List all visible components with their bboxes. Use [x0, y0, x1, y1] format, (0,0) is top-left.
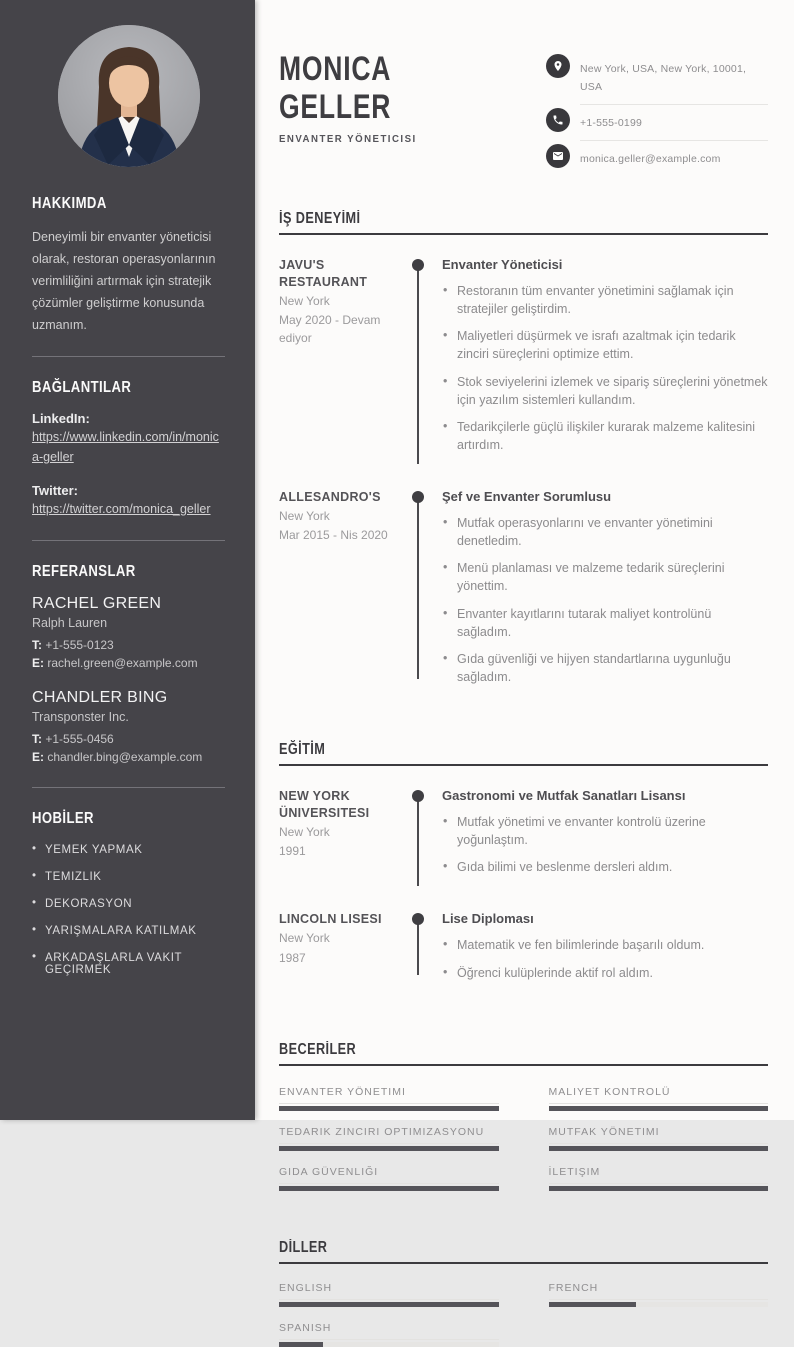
language-bar-fill: [279, 1302, 499, 1307]
skill-label: İLETIŞIM: [549, 1166, 769, 1184]
entry-dates: Mar 2015 - Nis 2020: [279, 528, 388, 543]
company-location: New York: [279, 508, 330, 523]
company-location: New York: [279, 293, 330, 308]
entry-left: [279, 788, 407, 885]
bullet-item: • Tedarikçilerle güçlü ilişkiler kurarak malzeme kalitesini artırdım.: [442, 418, 768, 454]
name-block: [279, 50, 429, 145]
skill-bar-fill: [549, 1146, 769, 1151]
skill-label: GIDA GÜVENLIĞI: [279, 1166, 499, 1184]
reference-phone: T: +1-555-0456: [32, 731, 114, 746]
timeline-dot: [412, 259, 424, 271]
language-label: SPANISH: [279, 1322, 499, 1340]
link-label: LinkedIn:: [32, 411, 90, 427]
contact-email: [546, 144, 768, 168]
skill-item: [279, 1126, 499, 1151]
bullet-list: [442, 514, 768, 686]
skill-bar: [549, 1146, 769, 1151]
company-name: JAVU'S RESTAURANT: [279, 258, 368, 289]
bullet-list: [442, 936, 768, 981]
sidebar: [0, 0, 255, 1120]
timeline-line: [417, 265, 419, 464]
hobbies-heading: HOBİLER: [32, 809, 94, 827]
skill-bar: [549, 1106, 769, 1111]
entry-dates: May 2020 - Devam ediyor: [279, 313, 381, 345]
link-label: Twitter:: [32, 483, 78, 499]
bullet-list: [442, 813, 768, 876]
education-section: [279, 741, 768, 1017]
education-heading: EĞİTİM: [279, 741, 768, 766]
skill-item: [279, 1166, 499, 1191]
language-bar-fill: [279, 1342, 323, 1347]
skills-heading: BECERİLER: [279, 1041, 768, 1066]
degree-title: Gastronomi ve Mutfak Sanatları Lisansı: [442, 788, 686, 803]
reference-name: RACHEL GREEN: [32, 594, 162, 612]
skill-label: MUTFAK YÖNETIMI: [549, 1126, 769, 1144]
skill-bar: [549, 1186, 769, 1191]
reference-phone: T: +1-555-0123: [32, 637, 114, 652]
hobby-item: • YEMEK YAPMAK: [32, 844, 225, 856]
skill-bar-fill: [279, 1186, 499, 1191]
reference-company: Transponster Inc.: [32, 709, 129, 724]
experience-entry: [279, 257, 768, 489]
timeline: [407, 257, 429, 463]
timeline-line: [417, 497, 419, 679]
last-name: GELLER: [279, 88, 392, 127]
linkedin-link[interactable]: https://www.linkedin.com/in/monica-geller: [32, 430, 219, 464]
experience-heading: İŞ DENEYİMİ: [279, 210, 768, 235]
sidebar-divider: [32, 356, 225, 357]
first-name: MONICA: [279, 50, 392, 88]
reference-company: Ralph Lauren: [32, 615, 108, 630]
skill-bar-fill: [279, 1106, 499, 1111]
contact-phone: [546, 108, 768, 144]
location-text: New York, USA, New York, 10001, USA: [580, 63, 747, 93]
skill-bar: [279, 1106, 499, 1111]
phone-text: +1-555-0199: [580, 117, 643, 129]
links-heading: BAĞLANTILAR: [32, 379, 132, 397]
about-heading: HAKKIMDA: [32, 195, 107, 212]
entry-left: [279, 489, 407, 695]
hobby-list: [32, 844, 225, 976]
email-text: monica.geller@example.com: [580, 153, 721, 165]
contact-block: [546, 54, 768, 168]
languages-grid: [279, 1282, 768, 1347]
hobby-item: • DEKORASYON: [32, 898, 225, 910]
experience-section: [279, 210, 768, 721]
skill-label: ENVANTER YÖNETIMI: [279, 1086, 499, 1104]
skill-label: TEDARIK ZINCIRI OPTIMIZASYONU: [279, 1126, 499, 1144]
bullet-item: • Envanter kayıtlarını tutarak maliyet kontrolünü sağladım.: [442, 605, 768, 641]
skills-section: [279, 1041, 768, 1191]
timeline-line: [417, 796, 419, 886]
entry-body: [429, 489, 768, 695]
school-name: LINCOLN LISESI: [279, 912, 382, 927]
phone-icon: [546, 108, 570, 132]
entry-body: [429, 911, 768, 990]
skill-item: [549, 1126, 769, 1151]
references-heading: REFERANSLAR: [32, 562, 136, 580]
reference-item: [32, 689, 225, 767]
email-icon: [546, 144, 570, 168]
experience-entries: [279, 257, 768, 721]
entry-year: 1991: [279, 844, 306, 859]
bullet-item: • Mutfak yönetimi ve envanter kontrolü üzerine yoğunlaştım.: [442, 813, 768, 849]
contact-location: [546, 54, 768, 108]
timeline: [407, 788, 429, 885]
hobby-item: • YARIŞMALARA KATILMAK: [32, 925, 225, 937]
languages-section: [279, 1239, 768, 1347]
language-label: ENGLISH: [279, 1282, 499, 1300]
timeline: [407, 911, 429, 990]
skill-bar-fill: [549, 1186, 769, 1191]
portrait-illustration: [58, 25, 200, 167]
language-item: [279, 1322, 499, 1347]
languages-heading: DİLLER: [279, 1239, 768, 1264]
hobby-item: • TEMIZLIK: [32, 871, 225, 883]
reference-email: E: chandler.bing@example.com: [32, 750, 203, 765]
skill-bar-fill: [279, 1146, 499, 1151]
language-bar: [279, 1342, 499, 1347]
school-location: New York: [279, 824, 330, 839]
skill-label: MALIYET KONTROLÜ: [549, 1086, 769, 1104]
experience-entry: [279, 489, 768, 721]
main-content: [255, 0, 794, 1334]
entry-left: [279, 257, 407, 463]
sidebar-divider: [32, 540, 225, 541]
entry-body: [429, 788, 768, 885]
link-item-linkedin: [32, 411, 225, 467]
school-name: NEW YORK ÜNIVERSITESI: [279, 789, 370, 820]
bullet-item: • Mutfak operasyonlarını ve envanter yönetimini denetledim.: [442, 514, 768, 550]
sidebar-divider: [32, 787, 225, 788]
position-title: Envanter Yöneticisi: [442, 257, 563, 272]
company-name: ALLESANDRO'S: [279, 490, 381, 504]
hobby-item: • ARKADAŞLARLA VAKIT GEÇIRMEK: [32, 952, 225, 976]
skill-bar: [279, 1146, 499, 1151]
bullet-item: • Restoranın tüm envanter yönetimini sağlamak için stratejiler geliştirdim.: [442, 282, 768, 318]
header: [279, 50, 768, 168]
language-item: [549, 1282, 769, 1307]
school-location: New York: [279, 931, 330, 946]
position-title: Şef ve Envanter Sorumlusu: [442, 489, 612, 504]
skill-item: [549, 1166, 769, 1191]
skill-bar-fill: [549, 1106, 769, 1111]
about-text: Deneyimli bir envanter yöneticisi olarak, restoran operasyonlarının verimliliğini artırmak için stratejik çözümler geliştirme konusunda uzmanım.: [32, 230, 216, 332]
education-entry: [279, 788, 768, 911]
skill-bar: [279, 1186, 499, 1191]
location-icon: [546, 54, 570, 78]
education-entries: [279, 788, 768, 1017]
education-entry: [279, 911, 768, 1016]
profile-photo: [58, 25, 200, 167]
timeline-dot: [412, 913, 424, 925]
timeline: [407, 489, 429, 695]
bullet-item: • Menü planlaması ve malzeme tedarik süreçlerini yönettim.: [442, 559, 768, 595]
bullet-item: • Maliyetleri düşürmek ve israfı azaltmak için tedarik zinciri süreçlerini optimize ettim.: [442, 327, 768, 363]
bullet-list: [442, 282, 768, 454]
timeline-dot: [412, 790, 424, 802]
entry-body: [429, 257, 768, 463]
language-label: FRENCH: [549, 1282, 769, 1300]
reference-name: CHANDLER BING: [32, 688, 168, 706]
timeline-line: [417, 919, 419, 974]
bullet-item: • Gıda bilimi ve beslenme dersleri aldım.: [442, 858, 768, 876]
entry-left: [279, 911, 407, 990]
skills-grid: [279, 1086, 768, 1191]
job-title: ENVANTER YÖNETICISI: [279, 133, 417, 146]
reference-email: E: rachel.green@example.com: [32, 656, 198, 671]
language-bar: [279, 1302, 499, 1307]
degree-title: Lise Diploması: [442, 911, 534, 927]
skill-item: [549, 1086, 769, 1111]
entry-year: 1987: [279, 950, 306, 965]
bullet-item: • Stok seviyelerini izlemek ve sipariş süreçlerini yönetmek için yazılım sistemleri kullandım.: [442, 373, 768, 409]
language-bar: [549, 1302, 769, 1307]
timeline-dot: [412, 491, 424, 503]
bullet-item: • Matematik ve fen bilimlerinde başarılı oldum.: [442, 936, 768, 954]
bullet-item: • Gıda güvenliği ve hijyen standartlarına uygunluğu sağladım.: [442, 650, 768, 686]
language-item: [279, 1282, 499, 1307]
language-bar-fill: [549, 1302, 637, 1307]
reference-item: [32, 595, 225, 673]
bullet-item: • Öğrenci kulüplerinde aktif rol aldım.: [442, 964, 768, 982]
twitter-link[interactable]: https://twitter.com/monica_geller: [32, 502, 211, 517]
link-item-twitter: [32, 483, 225, 519]
skill-item: [279, 1086, 499, 1111]
